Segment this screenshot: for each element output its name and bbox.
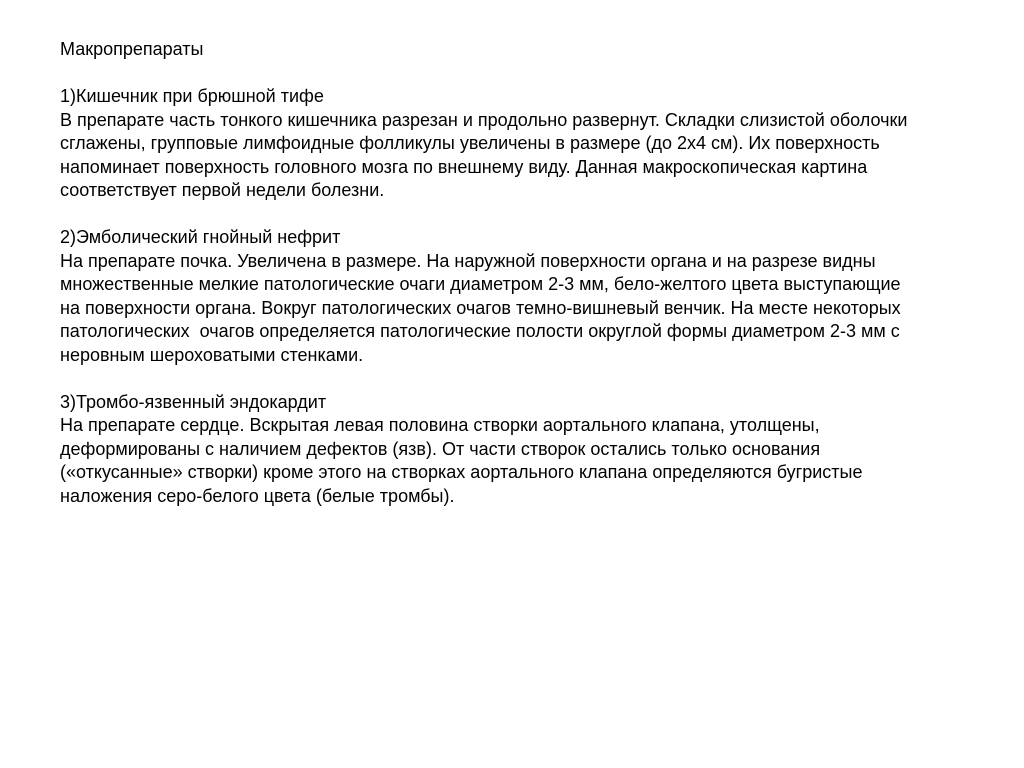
slide-content bbox=[60, 38, 1010, 508]
section-text-line: наложения серо-белого цвета (белые тромбы). bbox=[60, 485, 455, 506]
section-heading: 3)Тромбо-язвенный эндокардит bbox=[60, 391, 327, 412]
section-text-line: На препарате почка. Увеличена в размере. На наружной поверхности органа и на разрезе видны bbox=[60, 250, 876, 271]
spacer bbox=[60, 203, 1010, 227]
section-intestine bbox=[60, 85, 1010, 203]
spacer bbox=[60, 367, 1010, 391]
section-endocarditis bbox=[60, 391, 1010, 509]
section-text-line: деформированы с наличием дефектов (язв). От части створок остались только основания bbox=[60, 438, 821, 459]
section-nephritis bbox=[60, 226, 1010, 367]
section-text-line: сглажены, групповые лимфоидные фолликулы увеличены в размере (до 2х4 см). Их поверхность bbox=[60, 133, 880, 153]
spacer bbox=[60, 62, 1010, 86]
section-text-line: патологических очагов определяется патологические полости округлой формы диаметром 2-3 мм с bbox=[60, 321, 900, 341]
section-text-line: На препарате сердце. Вскрытая левая половина створки аортального клапана, утолщены, bbox=[60, 415, 820, 435]
section-text-line: неровным шероховатыми стенками. bbox=[60, 344, 364, 365]
page-title: Макропрепараты bbox=[60, 39, 204, 59]
section-text-line: множественные мелкие патологические очаги диаметром 2-3 мм, бело-желтого цвета выступающие bbox=[60, 274, 901, 294]
section-text-line: В препарате часть тонкого кишечника разрезан и продольно развернут. Складки слизистой оболочки bbox=[60, 109, 908, 130]
section-heading: 2)Эмболический гнойный нефрит bbox=[60, 227, 341, 247]
section-heading: 1)Кишечник при брюшной тифе bbox=[60, 86, 324, 106]
section-text-line: («откусанные» створки) кроме этого на створках аортального клапана определяются бугристые bbox=[60, 462, 863, 482]
section-text-line: напоминает поверхность головного мозга по внешнему виду. Данная макроскопическая картина bbox=[60, 156, 868, 177]
section-text-line: соответствует первой недели болезни. bbox=[60, 180, 385, 200]
section-text-line: на поверхности органа. Вокруг патологических очагов темно-вишневый венчик. На месте некоторых bbox=[60, 297, 901, 318]
